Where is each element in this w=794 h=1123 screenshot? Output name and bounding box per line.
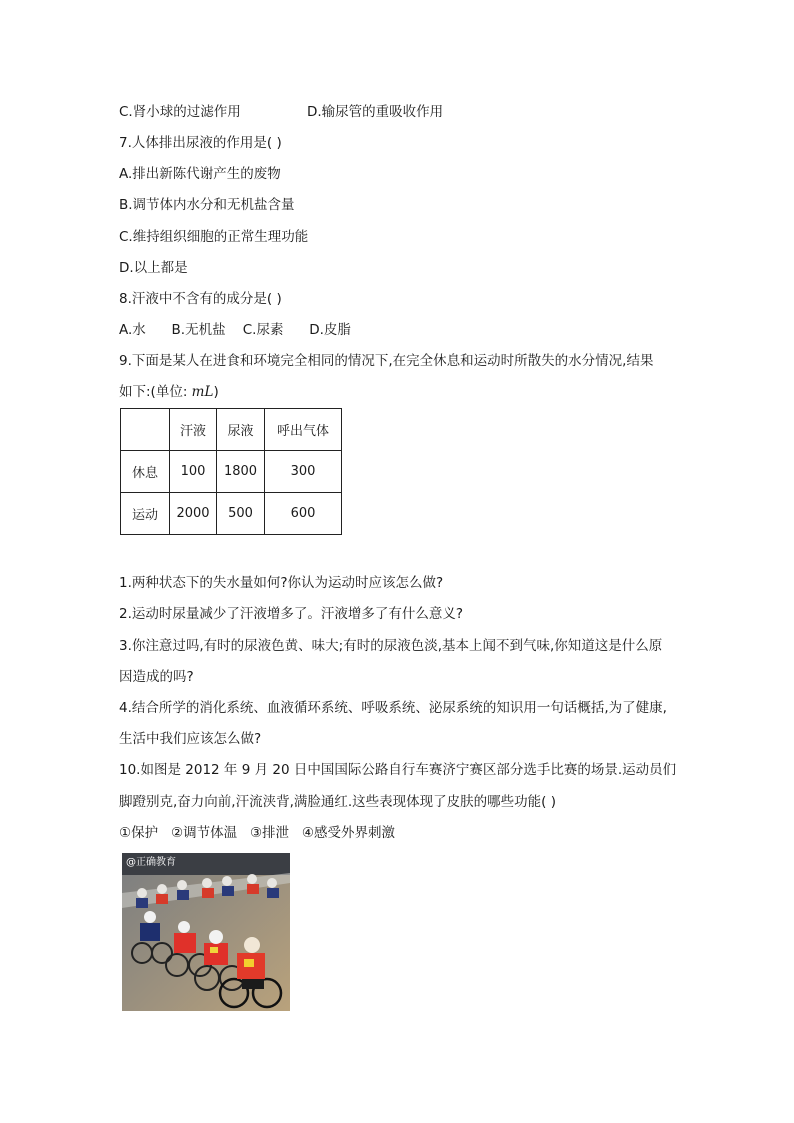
cyclists-illustration: [122, 853, 290, 1011]
q9-unit: mL: [191, 384, 214, 400]
q8-options: A.水 B.无机盐 C.尿素 D.皮脂: [119, 322, 351, 338]
sub-question-4-line-2: 生活中我们应该怎么做?: [119, 731, 262, 747]
q7-option-b: B.调节体内水分和无机盐含量: [119, 197, 295, 213]
sub-question-3-line-2: 因造成的吗?: [119, 669, 194, 685]
cycling-race-photo: [122, 853, 290, 1011]
q6-option-c: C.肾小球的过滤作用: [119, 104, 241, 120]
q7-option-a: A.排出新陈代谢产生的废物: [119, 166, 281, 182]
sub-question-1: 1.两种状态下的失水量如何?你认为运动时应该怎么做?: [119, 575, 444, 591]
table-header-cell: [121, 409, 170, 451]
table-cell: 运动: [121, 493, 170, 535]
table-cell: 600: [265, 493, 342, 535]
q10-options: ①保护 ②调节体温 ③排泄 ④感受外界刺激: [119, 825, 396, 841]
table-header-cell: 汗液: [170, 409, 217, 451]
table-cell: 500: [217, 493, 265, 535]
table-cell: 1800: [217, 451, 265, 493]
q7-option-c: C.维持组织细胞的正常生理功能: [119, 229, 309, 245]
table-row: [121, 493, 342, 535]
table-header-cell: 尿液: [217, 409, 265, 451]
photo-watermark: @正确教育: [126, 857, 176, 868]
table-header-cell: 呼出气体: [265, 409, 342, 451]
table-row: [121, 451, 342, 493]
table-cell: 休息: [121, 451, 170, 493]
table-cell: 2000: [170, 493, 217, 535]
water-loss-table: [120, 408, 342, 535]
sub-question-2: 2.运动时尿量减少了汗液增多了。汗液增多了有什么意义?: [119, 606, 464, 622]
q7-option-d: D.以上都是: [119, 260, 188, 276]
question-10-line-2: 脚蹬别克,奋力向前,汗流浃背,满脸通红.这些表现体现了皮肤的哪些功能( ): [119, 794, 556, 810]
question-7: 7.人体排出尿液的作用是( ): [119, 135, 282, 151]
question-10-line-1: 10.如图是 2012 年 9 月 20 日中国国际公路自行车赛济宁赛区部分选手比赛的场景.运动员们: [119, 762, 677, 778]
table-header-row: [121, 409, 342, 451]
table-cell: 300: [265, 451, 342, 493]
sub-question-3-line-1: 3.你注意过吗,有时的尿液色黄、味大;有时的尿液色淡,基本上闻不到气味,你知道这是什么原: [119, 638, 663, 654]
question-9-line-2: [119, 383, 219, 401]
question-9-line-1: 9.下面是某人在进食和环境完全相同的情况下,在完全休息和运动时所散失的水分情况,结果: [119, 353, 654, 369]
q9-unit-prefix: 如下:(单位:: [119, 384, 192, 400]
q6-option-c-line: [119, 103, 444, 121]
q6-option-d: D.输尿管的重吸收作用: [307, 104, 444, 120]
question-8: 8.汗液中不含有的成分是( ): [119, 291, 282, 307]
q9-unit-suffix: ): [213, 384, 219, 400]
table-cell: 100: [170, 451, 217, 493]
sub-question-4-line-1: 4.结合所学的消化系统、血液循环系统、呼吸系统、泌尿系统的知识用一句话概括,为了健康,: [119, 700, 667, 716]
